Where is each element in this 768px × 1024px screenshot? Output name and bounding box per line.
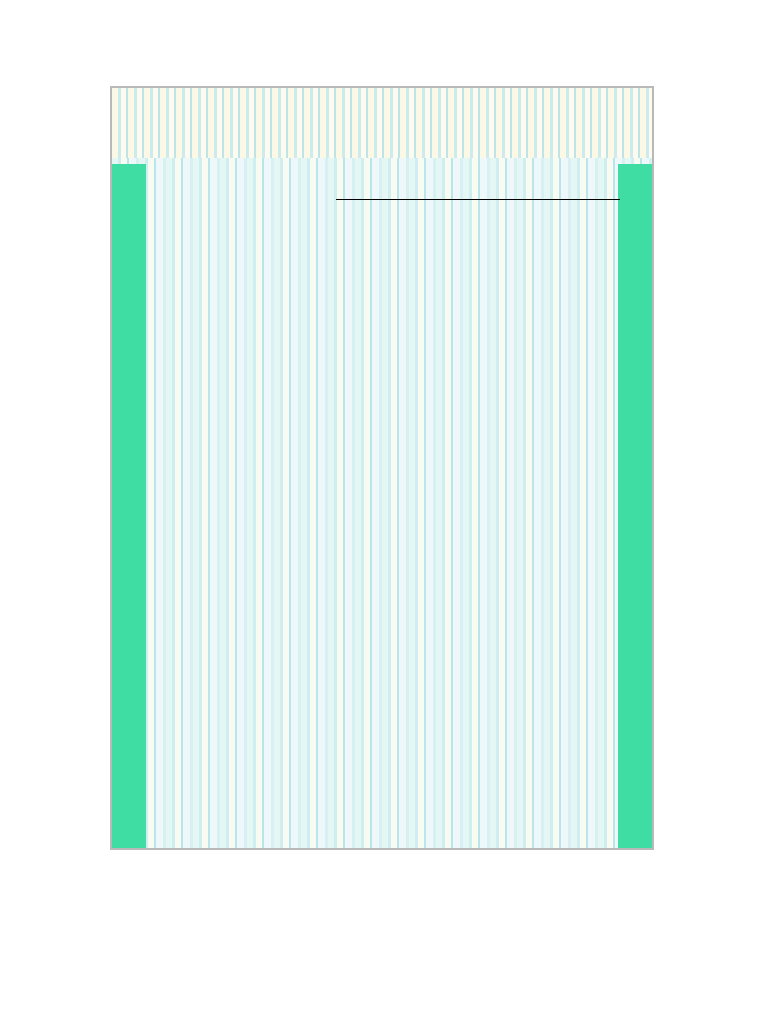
checkbox-grid: [112, 88, 654, 850]
chore-chart-sheet: [110, 86, 654, 850]
